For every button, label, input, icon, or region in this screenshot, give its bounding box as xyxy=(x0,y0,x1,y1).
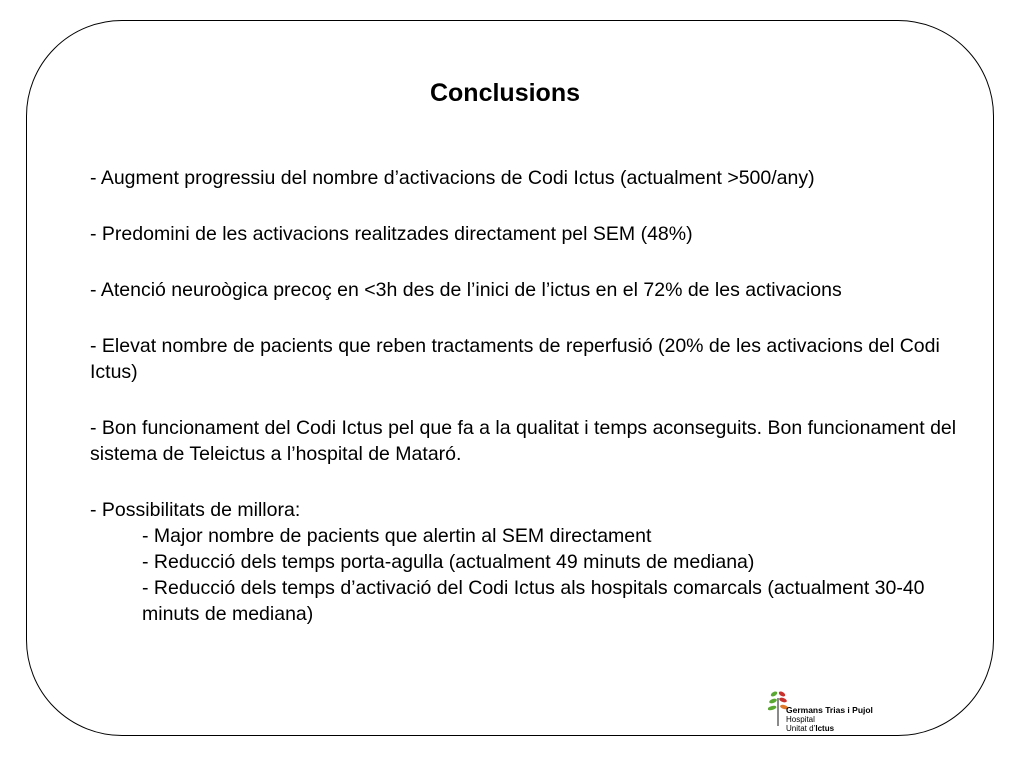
logo-unit-prefix: Unitat d’ xyxy=(786,724,816,733)
logo-hospital: Hospital xyxy=(786,715,815,724)
tree-sprout-icon xyxy=(768,688,788,728)
conclusion-item: - Augment progressiu del nombre d’activacions de Codi Ictus (actualment >500/any) xyxy=(90,167,815,189)
logo-name: Germans Trias i Pujol xyxy=(786,705,873,715)
improvement-heading: - Possibilitats de millora: xyxy=(90,499,301,521)
logo-unit-name: Ictus xyxy=(815,724,835,733)
conclusion-item: - Predomini de les activacions realitzades directament pel SEM (48%) xyxy=(90,223,693,245)
improvement-section xyxy=(90,497,980,627)
logo-text xyxy=(786,706,873,733)
improvement-item: - Reducció dels temps d’activació del Codi Ictus als hospitals comarcals (actualment 30-40 minuts de mediana) xyxy=(142,577,925,625)
conclusion-item: - Atenció neuroògica precoç en <3h des de l’inici de l’ictus en el 72% de les activacions xyxy=(90,279,842,301)
improvement-item: - Reducció dels temps porta-agulla (actualment 49 minuts de mediana) xyxy=(142,551,755,573)
conclusions-list xyxy=(90,165,980,627)
conclusion-item: - Bon funcionament del Codi Ictus pel que fa a la qualitat i temps aconseguits. Bon funcionament del sistema de Teleictus a l’hospital de Mataró. xyxy=(90,417,957,465)
slide-title: Conclusions xyxy=(429,79,580,107)
conclusion-item: - Elevat nombre de pacients que reben tractaments de reperfusió (20% de les activacions del Codi Ictus) xyxy=(90,335,940,383)
improvement-item: - Major nombre de pacients que alertin al SEM directament xyxy=(142,525,652,547)
hospital-logo xyxy=(768,688,898,738)
logo-unit xyxy=(786,724,873,733)
